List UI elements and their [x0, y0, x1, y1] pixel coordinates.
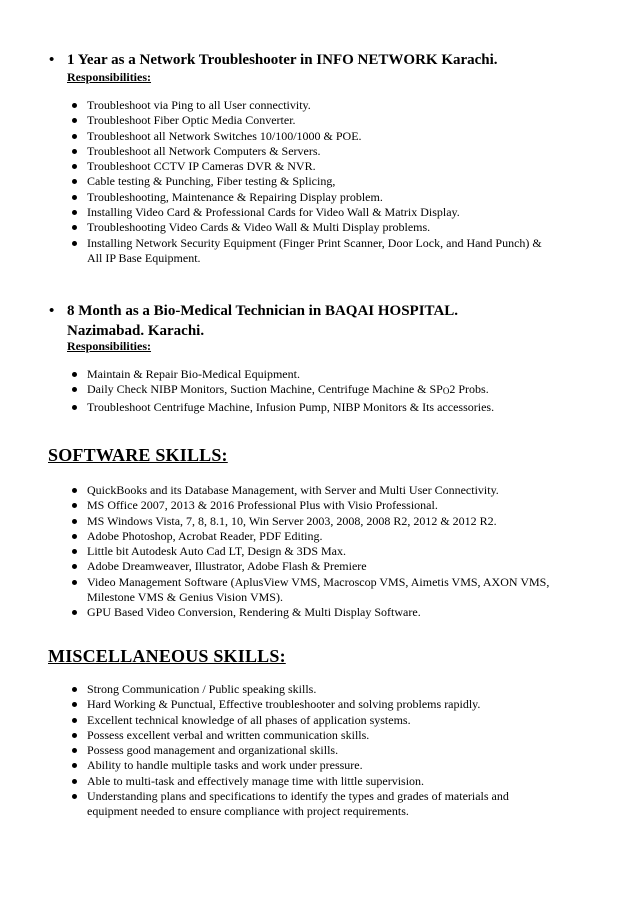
- list-item: Adobe Dreamweaver, Illustrator, Adobe Flash & Premiere: [0, 559, 557, 574]
- job2-responsibilities-list: [0, 367, 557, 415]
- bullet-icon: [72, 179, 77, 184]
- list-item: Strong Communication / Public speaking skills.: [0, 682, 557, 697]
- list-item: Cable testing & Punching, Fiber testing & Splicing,: [0, 174, 557, 189]
- bullet-icon: [72, 763, 77, 768]
- bullet-icon: [72, 503, 77, 508]
- list-item: Possess excellent verbal and written communication skills.: [0, 728, 557, 743]
- list-item: MS Office 2007, 2013 & 2016 Professional Plus with Visio Professional.: [0, 498, 557, 513]
- software-skills-heading: SOFTWARE SKILLS:: [48, 445, 228, 465]
- bullet-icon: [72, 210, 77, 215]
- list-item: Hard Working & Punctual, Effective troubleshooter and solving problems rapidly.: [0, 697, 557, 712]
- list-item: Troubleshoot via Ping to all User connectivity.: [0, 98, 557, 113]
- bullet-icon: [72, 103, 77, 108]
- job1-responsibilities-list: [0, 98, 557, 266]
- list-item: Excellent technical knowledge of all phases of application systems.: [0, 713, 557, 728]
- list-item: Adobe Photoshop, Acrobat Reader, PDF Editing.: [0, 529, 557, 544]
- bullet-icon: [72, 564, 77, 569]
- bullet-icon: •: [49, 303, 55, 319]
- list-item: Troubleshoot Centrifuge Machine, Infusion Pump, NIBP Monitors & Its accessories.: [0, 400, 557, 415]
- bullet-icon: [72, 687, 77, 692]
- bullet-icon: [72, 733, 77, 738]
- list-item: Installing Network Security Equipment (Finger Print Scanner, Door Lock, and Hand Punch) & All IP Base Equipment.: [0, 236, 557, 267]
- job-title-network-troubleshooter: [49, 51, 498, 70]
- list-item: Ability to handle multiple tasks and work under pressure.: [0, 758, 557, 773]
- list-item: GPU Based Video Conversion, Rendering & Multi Display Software.: [0, 605, 557, 620]
- bullet-icon: [72, 241, 77, 246]
- bullet-icon: [72, 195, 77, 200]
- bullet-icon: [72, 534, 77, 539]
- responsibilities-label: Responsibilities:: [67, 339, 152, 353]
- bullet-icon: [72, 134, 77, 139]
- list-item: QuickBooks and its Database Management, with Server and Multi User Connectivity.: [0, 483, 557, 498]
- spo2-subscript: O: [442, 386, 450, 397]
- bullet-icon: [72, 702, 77, 707]
- bullet-icon: [72, 118, 77, 123]
- bullet-icon: [72, 580, 77, 585]
- job-title-line1: 8 Month as a Bio-Medical Technician in BAQAI HOSPITAL.: [67, 303, 459, 319]
- list-item: Little bit Autodesk Auto Cad LT, Design & 3DS Max.: [0, 544, 557, 559]
- list-item: MS Windows Vista, 7, 8, 8.1, 10, Win Server 2003, 2008, 2008 R2, 2012 & 2012 R2.: [0, 514, 557, 529]
- list-item: Troubleshoot all Network Computers & Servers.: [0, 144, 557, 159]
- job-title-biomedical-technician: [49, 301, 459, 341]
- bullet-icon: •: [49, 52, 55, 68]
- list-item: Understanding plans and specifications to identify the types and grades of materials and equipment needed to ensure compliance with project requirements.: [0, 789, 557, 820]
- software-skills-list: [0, 483, 557, 621]
- list-item: Video Management Software (AplusView VMS, Macroscop VMS, Aimetis VMS, AXON VMS, Milestone VMS & Genius Vision VMS).: [0, 575, 557, 606]
- list-item: Troubleshooting, Maintenance & Repairing Display problem.: [0, 190, 557, 205]
- bullet-icon: [72, 387, 77, 392]
- list-item: Maintain & Repair Bio-Medical Equipment.: [0, 367, 557, 382]
- bullet-icon: [72, 779, 77, 784]
- list-item: Troubleshoot CCTV IP Cameras DVR & NVR.: [0, 159, 557, 174]
- bullet-icon: [72, 549, 77, 554]
- list-item: Troubleshooting Video Cards & Video Wall & Multi Display problems.: [0, 220, 557, 235]
- bullet-icon: [72, 164, 77, 169]
- list-item: Possess good management and organizational skills.: [0, 743, 557, 758]
- list-item: Troubleshoot Fiber Optic Media Converter.: [0, 113, 557, 128]
- bullet-icon: [72, 149, 77, 154]
- bullet-icon: [72, 488, 77, 493]
- bullet-icon: [72, 405, 77, 410]
- responsibilities-label: Responsibilities:: [67, 70, 152, 84]
- miscellaneous-skills-list: [0, 682, 557, 820]
- bullet-icon: [72, 519, 77, 524]
- bullet-icon: [72, 748, 77, 753]
- list-item: Daily Check NIBP Monitors, Suction Machine, Centrifuge Machine & $SP_O2$ Probs.: [0, 382, 557, 399]
- miscellaneous-skills-heading: MISCELLANEOUS SKILLS:: [48, 646, 286, 666]
- bullet-icon: [72, 794, 77, 799]
- job-title-line2: Nazimabad. Karachi.: [67, 323, 205, 339]
- list-item: Troubleshoot all Network Switches 10/100/1000 & POE.: [0, 129, 557, 144]
- bullet-icon: [72, 372, 77, 377]
- bullet-icon: [72, 718, 77, 723]
- job-title-text: 1 Year as a Network Troubleshooter in INFO NETWORK Karachi.: [67, 52, 498, 68]
- bullet-icon: [72, 610, 77, 615]
- list-item: Able to multi-task and effectively manage time with little supervision.: [0, 774, 557, 789]
- list-item: Installing Video Card & Professional Cards for Video Wall & Matrix Display.: [0, 205, 557, 220]
- bullet-icon: [72, 225, 77, 230]
